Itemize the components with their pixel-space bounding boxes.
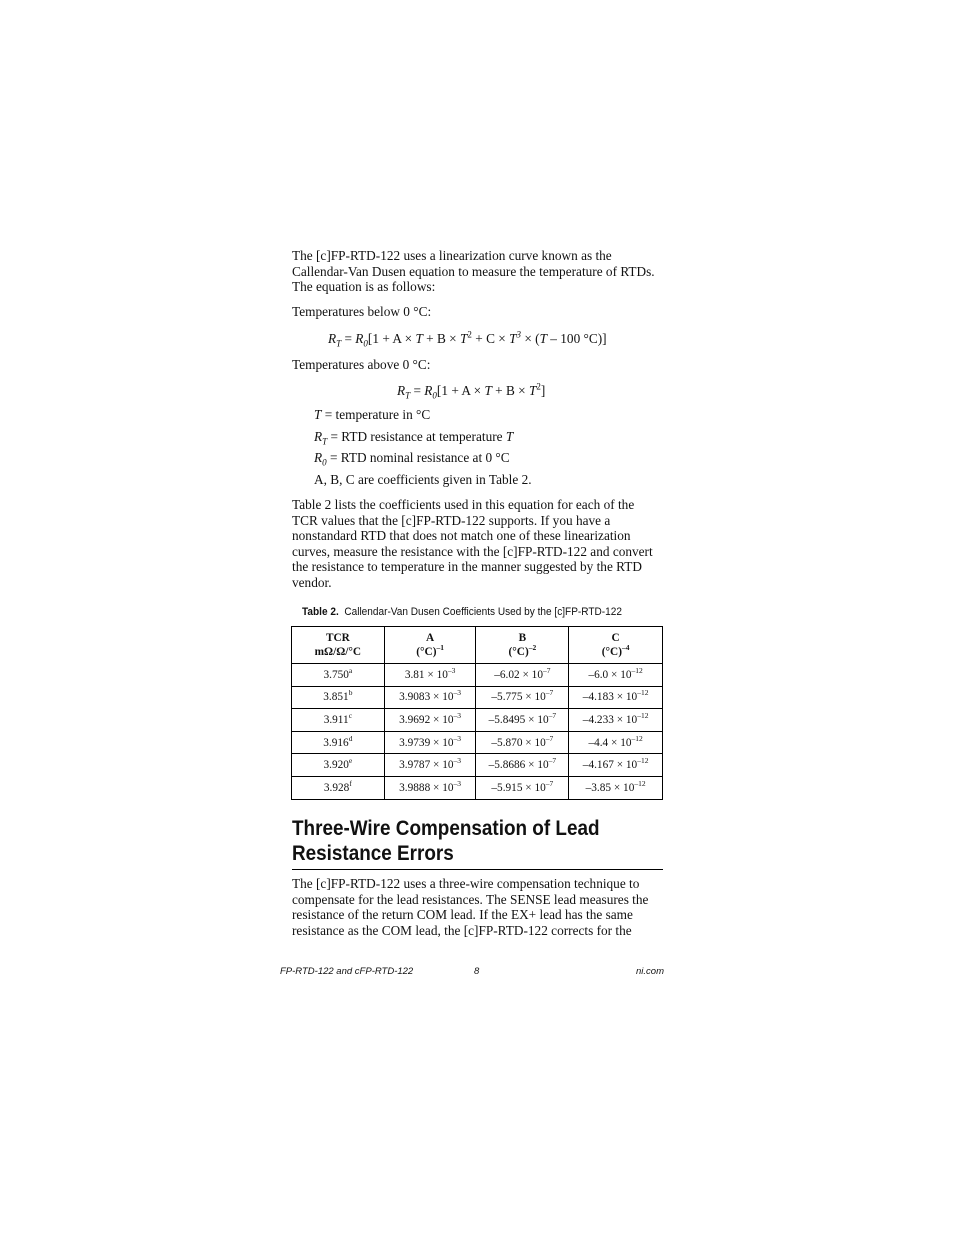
table-row <box>292 686 663 709</box>
footer-product: FP-RTD-122 and cFP-RTD-122 <box>280 966 414 977</box>
section-body-paragraph: The [c]FP-RTD-122 uses a three-wire compensation technique to compensate for the lead resistances. The SENSE lead measures the resistance of the return COM lead. If the EX+ lead has the same resistance as the COM lead, the [c]FP-RTD-122 corrects for the <box>292 876 649 938</box>
definition-coefficients: A, B, C are coefficients given in Table 2. <box>314 472 532 487</box>
cell-a: $3.81 \times 10^{-3}$ <box>384 664 476 687</box>
heading-rule <box>292 869 663 870</box>
footer-website: ni.com <box>636 966 664 977</box>
intro-paragraph: The [c]FP-RTD-122 uses a linearization curve known as the Callendar-Van Dusen equation to measure the temperature of RTDs. The equation is as follows: <box>292 248 655 295</box>
cell-tcr: 3.920e <box>292 754 385 777</box>
header-a: A $(^\circ C)^{-1}$ <box>384 627 476 664</box>
cell-a: $3.9888 \times 10^{-3}$ <box>384 776 476 799</box>
table-row <box>292 664 663 687</box>
cell-b: $-6.02 \times 10^{-7}$ <box>476 664 569 687</box>
above-zero-label: Temperatures above 0 °C: <box>292 357 431 372</box>
table-row <box>292 709 663 732</box>
table-caption: Table 2. Callendar-Van Dusen Coefficients Used by the [c]FP-RTD-122 <box>302 606 622 618</box>
cell-a: $3.9739 \times 10^{-3}$ <box>384 731 476 754</box>
table-row <box>292 776 663 799</box>
coefficients-table <box>291 626 663 800</box>
cell-b: $-5.8495 \times 10^{-7}$ <box>476 709 569 732</box>
table-header-row <box>292 627 663 664</box>
header-b: B $(^\circ C)^{-2}$ <box>476 627 569 664</box>
cell-a: $3.9787 \times 10^{-3}$ <box>384 754 476 777</box>
footer-page-number: 8 <box>474 966 480 977</box>
table-intro-paragraph: Table 2 lists the coefficients used in this equation for each of the TCR values that the [c]FP-RTD-122 supports. If you have a nonstandard RTD that does not match one of these linearization curves, measure the resistance with the [c]FP-RTD-122 and convert the resistance to temperature in the manner suggested by the RTD vendor. <box>292 497 653 590</box>
cell-a: $3.9692 \times 10^{-3}$ <box>384 709 476 732</box>
cell-tcr: 3.928$^f$ <box>292 776 385 799</box>
cell-a: $3.9083 \times 10^{-3}$ <box>384 686 476 709</box>
header-tcr: TCR mΩ/Ω/°C <box>292 627 385 664</box>
cell-b: $-5.915 \times 10^{-7}$ <box>476 776 569 799</box>
cell-c: $-4.183 \times 10^{-12}$ <box>569 686 663 709</box>
cell-c: $-4.4 \times 10^{-12}$ <box>569 731 663 754</box>
cell-c: $-6.0 \times 10^{-12}$ <box>569 664 663 687</box>
cell-tcr: 3.851$^b$ <box>292 686 385 709</box>
section-heading: Three-Wire Compensation of Lead Resistance Errors <box>292 817 600 865</box>
cell-c: $-4.167 \times 10^{-12}$ <box>569 754 663 777</box>
cell-tcr: 3.916$^d$ <box>292 731 385 754</box>
definition-r0: $R_0$ = RTD nominal resistance at 0 °C <box>314 450 510 468</box>
cell-c: $-4.233 \times 10^{-12}$ <box>569 709 663 732</box>
cell-tcr: 3.750$^a$ <box>292 664 385 687</box>
cell-tcr: 3.911$^c$ <box>292 709 385 732</box>
definition-rt: $R_T$ = RTD resistance at temperature T <box>314 429 514 447</box>
equation-above-zero: $R_T = R_0[1 + A \times T + B \times T^2]$ <box>397 381 546 401</box>
header-c: C $(^\circ C)^{-4}$ <box>569 627 663 664</box>
table-row <box>292 731 663 754</box>
cell-b: $-5.8686 \times 10^{-7}$ <box>476 754 569 777</box>
below-zero-label: Temperatures below 0 °C: <box>292 304 432 319</box>
cell-b: $-5.870 \times 10^{-7}$ <box>476 731 569 754</box>
table-row <box>292 754 663 777</box>
definition-t: T = temperature in °C <box>314 407 431 422</box>
cell-b: $-5.775 \times 10^{-7}$ <box>476 686 569 709</box>
cell-c: $-3.85 \times 10^{-12}$ <box>569 776 663 799</box>
equation-below-zero: $R_T = R_0[1 + A \times T + B \times T^2 + C \times T^3 \times (T - 100$ °C)] <box>328 329 607 349</box>
